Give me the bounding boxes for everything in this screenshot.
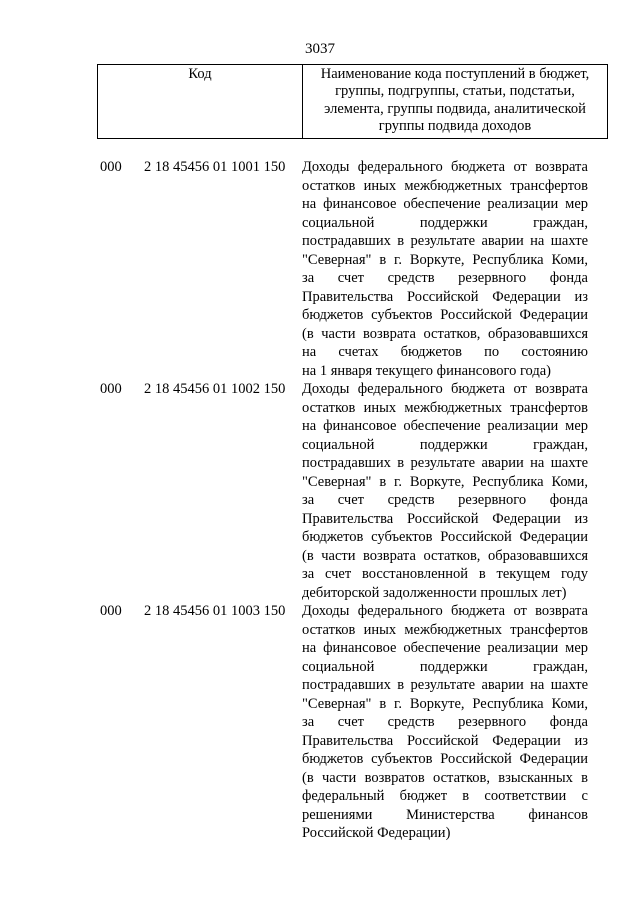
description-line: за счет средств резервного фонда bbox=[302, 492, 588, 508]
admin-code: 000 bbox=[100, 381, 122, 397]
description-line: остатков иных межбюджетных трансфертов bbox=[302, 177, 588, 194]
description-line: на счетах бюджетов по состоянию bbox=[302, 344, 588, 360]
header-row bbox=[98, 65, 608, 139]
income-code-row bbox=[0, 380, 640, 602]
description-line: Правительства Российской Федерации из bbox=[302, 288, 588, 305]
header-name-line: элемента, группы подвида, аналитической bbox=[324, 100, 586, 117]
description-line: дебиторской задолженности прошлых лет) bbox=[302, 584, 567, 601]
income-code-list bbox=[0, 158, 640, 843]
description-line: Доходы федерального бюджета от возврата bbox=[302, 603, 588, 619]
budget-classification-code: 2 18 45456 01 1003 150 bbox=[144, 603, 286, 619]
page-number: 3037 bbox=[305, 41, 335, 57]
income-code-description bbox=[302, 380, 588, 602]
description-line: "Северная" в г. Воркуте, Республика Коми, bbox=[302, 251, 588, 268]
description-line: социальной поддержки граждан, bbox=[302, 658, 588, 675]
header-name-cell bbox=[303, 65, 608, 139]
description-line: социальной поддержки граждан, bbox=[302, 436, 588, 453]
header-name-line: Наименование кода поступлений в бюджет, bbox=[320, 66, 590, 82]
header-table bbox=[97, 64, 608, 139]
description-line: за счет восстановленной в текущем году bbox=[302, 566, 588, 582]
description-line: на финансовое обеспечение реализации мер bbox=[302, 196, 588, 212]
description-line: пострадавших в результате аварии на шахте bbox=[302, 677, 588, 693]
budget-classification-code: 2 18 45456 01 1002 150 bbox=[144, 381, 286, 397]
header-name-line: группы, подгруппы, статьи, подстатьи, bbox=[335, 83, 575, 100]
description-line: бюджетов субъектов Российской Федерации bbox=[302, 751, 588, 767]
description-line: остатков иных межбюджетных трансфертов bbox=[302, 621, 588, 638]
description-line: за счет средств резервного фонда bbox=[302, 714, 588, 730]
description-line: на финансовое обеспечение реализации мер bbox=[302, 640, 588, 656]
description-line: за счет средств резервного фонда bbox=[302, 270, 588, 286]
income-code-row bbox=[0, 602, 640, 843]
description-line: остатков иных межбюджетных трансфертов bbox=[302, 399, 588, 416]
description-line: (в части возврата остатков, образовавшихся bbox=[302, 325, 588, 342]
description-line: Доходы федерального бюджета от возврата bbox=[302, 159, 588, 175]
description-line: пострадавших в результате аварии на шахте bbox=[302, 455, 588, 471]
income-code-row bbox=[0, 158, 640, 380]
description-line: бюджетов субъектов Российской Федерации bbox=[302, 529, 588, 545]
description-line: "Северная" в г. Воркуте, Республика Коми, bbox=[302, 473, 588, 490]
description-line: на финансовое обеспечение реализации мер bbox=[302, 418, 588, 434]
header-name-line: группы подвида доходов bbox=[378, 118, 532, 135]
budget-classification-code: 2 18 45456 01 1001 150 bbox=[144, 159, 286, 175]
description-line: Правительства Российской Федерации из bbox=[302, 732, 588, 749]
description-line: Доходы федерального бюджета от возврата bbox=[302, 381, 588, 397]
description-line: бюджетов субъектов Российской Федерации bbox=[302, 307, 588, 323]
description-line: (в части возврата остатков, образовавшихся bbox=[302, 547, 588, 564]
income-code-description bbox=[302, 158, 588, 380]
description-line: Правительства Российской Федерации из bbox=[302, 510, 588, 527]
description-line: социальной поддержки граждан, bbox=[302, 214, 588, 231]
income-code-description bbox=[302, 602, 588, 843]
description-line: Российской Федерации) bbox=[302, 825, 451, 841]
description-line: на 1 января текущего финансового года) bbox=[302, 362, 551, 379]
description-line: решениями Министерства финансов bbox=[302, 806, 588, 823]
description-line: федеральный бюджет в соответствии с bbox=[302, 788, 588, 804]
description-line: (в части возвратов остатков, взысканных в bbox=[302, 769, 588, 786]
header-code-cell: Код bbox=[98, 65, 303, 139]
description-line: пострадавших в результате аварии на шахте bbox=[302, 233, 588, 249]
admin-code: 000 bbox=[100, 603, 122, 619]
description-line: "Северная" в г. Воркуте, Республика Коми, bbox=[302, 695, 588, 712]
admin-code: 000 bbox=[100, 159, 122, 175]
